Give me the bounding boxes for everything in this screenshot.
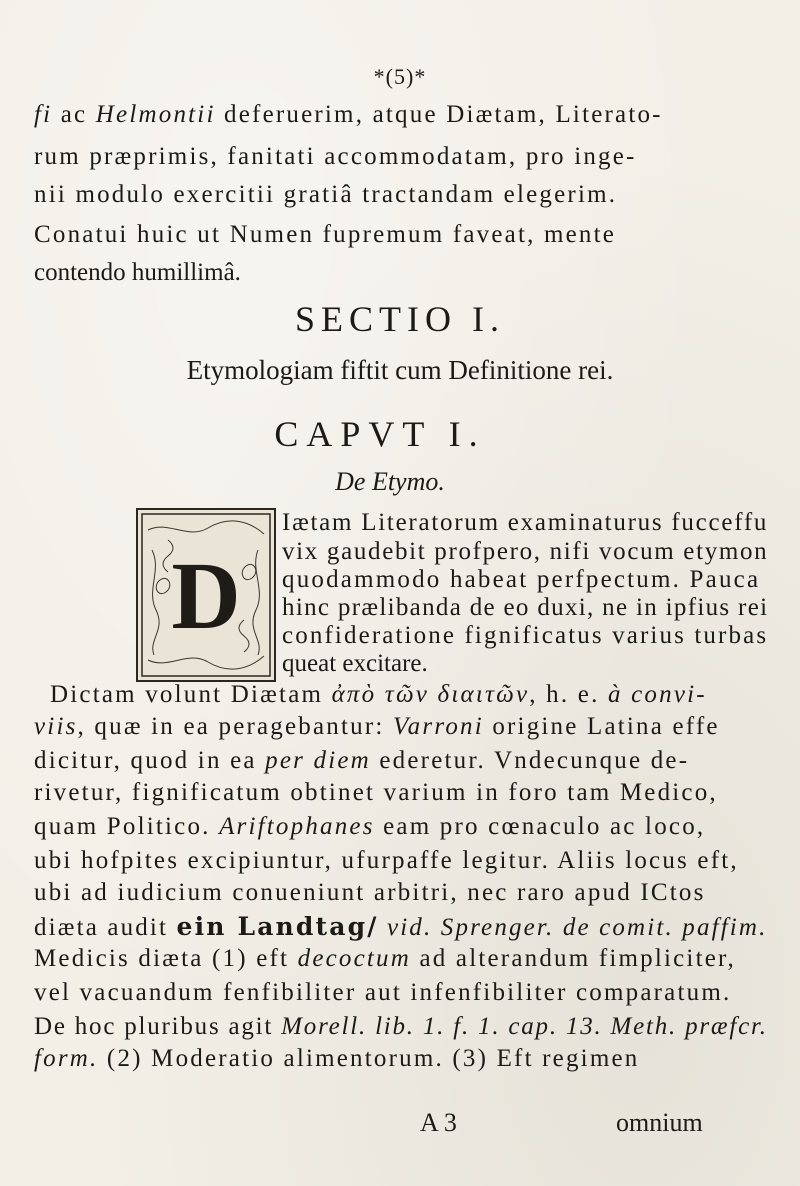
text-line bbox=[34, 712, 720, 742]
signature-mark: A 3 bbox=[420, 1108, 457, 1137]
decorated-initial-d-icon bbox=[136, 508, 276, 682]
text-line bbox=[34, 1044, 639, 1074]
text-line bbox=[34, 258, 241, 288]
chapter-subtitle: De Etymo. bbox=[335, 467, 445, 496]
text-segment: contendo humillimâ. bbox=[34, 259, 241, 286]
text-segment: hinc prælibanda de eo duxi, ne in ipfius rei bbox=[282, 594, 769, 621]
text-segment: ubi hofpites excipiuntur, ufurpaffe legitur. Aliis locus eft, bbox=[34, 847, 739, 874]
text-segment: quodammodo habeat perfpectum. Pauca bbox=[282, 566, 761, 593]
text-segment: deferuerim, atque Diætam, Literato- bbox=[215, 101, 663, 128]
text-segment: Ariftophanes bbox=[219, 813, 375, 840]
text-line bbox=[282, 649, 428, 679]
text-segment: Dictam volunt Diætam bbox=[50, 681, 332, 708]
text-segment: ederetur. Vndecunque de- bbox=[370, 747, 690, 774]
text-segment bbox=[379, 914, 387, 941]
text-segment: ein Landtag/ bbox=[176, 912, 379, 941]
text-line bbox=[34, 812, 705, 842]
text-segment: à convi- bbox=[607, 681, 707, 708]
text-segment: Varroni bbox=[392, 713, 484, 740]
text-segment: diæta audit bbox=[34, 914, 177, 941]
text-segment: queat excitare. bbox=[282, 650, 428, 677]
text-line bbox=[34, 746, 689, 776]
text-line bbox=[282, 508, 768, 538]
text-segment: form. bbox=[34, 1045, 99, 1072]
running-head: *(5)* bbox=[373, 64, 427, 89]
text-line bbox=[34, 978, 731, 1008]
text-segment: decoctum bbox=[297, 945, 412, 972]
text-segment: eam pro cœnaculo ac loco, bbox=[374, 813, 706, 840]
text-segment: per diem bbox=[265, 747, 371, 774]
text-segment: Iætam Literatorum examinaturus fucceffu bbox=[282, 509, 769, 536]
text-segment: De hoc pluribus agit bbox=[34, 1013, 282, 1040]
text-line bbox=[282, 537, 768, 567]
text-line bbox=[34, 944, 736, 974]
text-segment: vel vacuandum fenfibiliter aut infenfibiliter comparatum. bbox=[34, 979, 732, 1006]
text-segment: nii modulo exercitii gratiâ tractandam elegerim. bbox=[34, 181, 618, 208]
text-segment: fi bbox=[34, 101, 53, 128]
text-segment: dicitur, quod in ea bbox=[34, 747, 266, 774]
text-line bbox=[34, 846, 739, 876]
text-line bbox=[34, 1012, 768, 1042]
text-segment: origine Latina effe bbox=[483, 713, 720, 740]
text-segment: vid. Sprenger. de comit. paffim. bbox=[386, 914, 768, 941]
catchword: omnium bbox=[616, 1108, 703, 1137]
text-segment: quam Politico. bbox=[34, 813, 220, 840]
text-line bbox=[50, 680, 707, 710]
text-line bbox=[34, 142, 637, 172]
chapter-heading: CAPVT I. bbox=[274, 414, 486, 454]
text-line bbox=[34, 180, 617, 210]
text-segment: ac bbox=[52, 101, 96, 128]
text-segment: confideratione fignificatus varius turbas bbox=[282, 622, 769, 649]
text-line bbox=[34, 912, 768, 943]
text-segment: ad alterandum fimpliciter, bbox=[411, 945, 736, 972]
text-segment: rivetur, fignificatum obtinet varium in foro tam Medico, bbox=[34, 779, 718, 806]
text-segment: (2) Moderatio alimentorum. (3) Eft regimen bbox=[98, 1045, 640, 1072]
text-segment: Medicis diæta (1) eft bbox=[34, 945, 298, 972]
text-segment: Conatui huic ut Numen fupremum faveat, mente bbox=[34, 221, 617, 248]
text-segment: , h. e. bbox=[529, 681, 608, 708]
text-segment: viis bbox=[34, 713, 78, 740]
section-subtitle: Etymologiam fiftit cum Definitione rei. bbox=[186, 355, 614, 385]
text-segment: ἀπὸ τῶν διαιτῶν bbox=[331, 681, 530, 708]
text-segment: vix gaudebit profpero, nifi vocum etymon bbox=[282, 538, 769, 565]
text-segment: ubi ad iudicium conueniunt arbitri, nec raro apud ICtos bbox=[34, 879, 706, 906]
text-line bbox=[34, 220, 616, 250]
text-line bbox=[282, 565, 760, 595]
text-line bbox=[282, 593, 768, 623]
text-line bbox=[34, 878, 706, 908]
text-segment: Morell. lib. 1. f. 1. cap. 13. Meth. præfcr. bbox=[281, 1013, 768, 1040]
text-line bbox=[282, 621, 768, 651]
text-segment: , quæ in ea peragebantur: bbox=[77, 713, 393, 740]
text-segment: rum præprimis, fanitati accommodatam, pro inge- bbox=[34, 143, 637, 170]
text-segment: Helmontii bbox=[95, 101, 216, 128]
initial-letter: D bbox=[171, 542, 241, 649]
text-line bbox=[34, 100, 663, 130]
section-heading: SECTIO I. bbox=[295, 299, 505, 339]
text-line bbox=[34, 778, 718, 808]
